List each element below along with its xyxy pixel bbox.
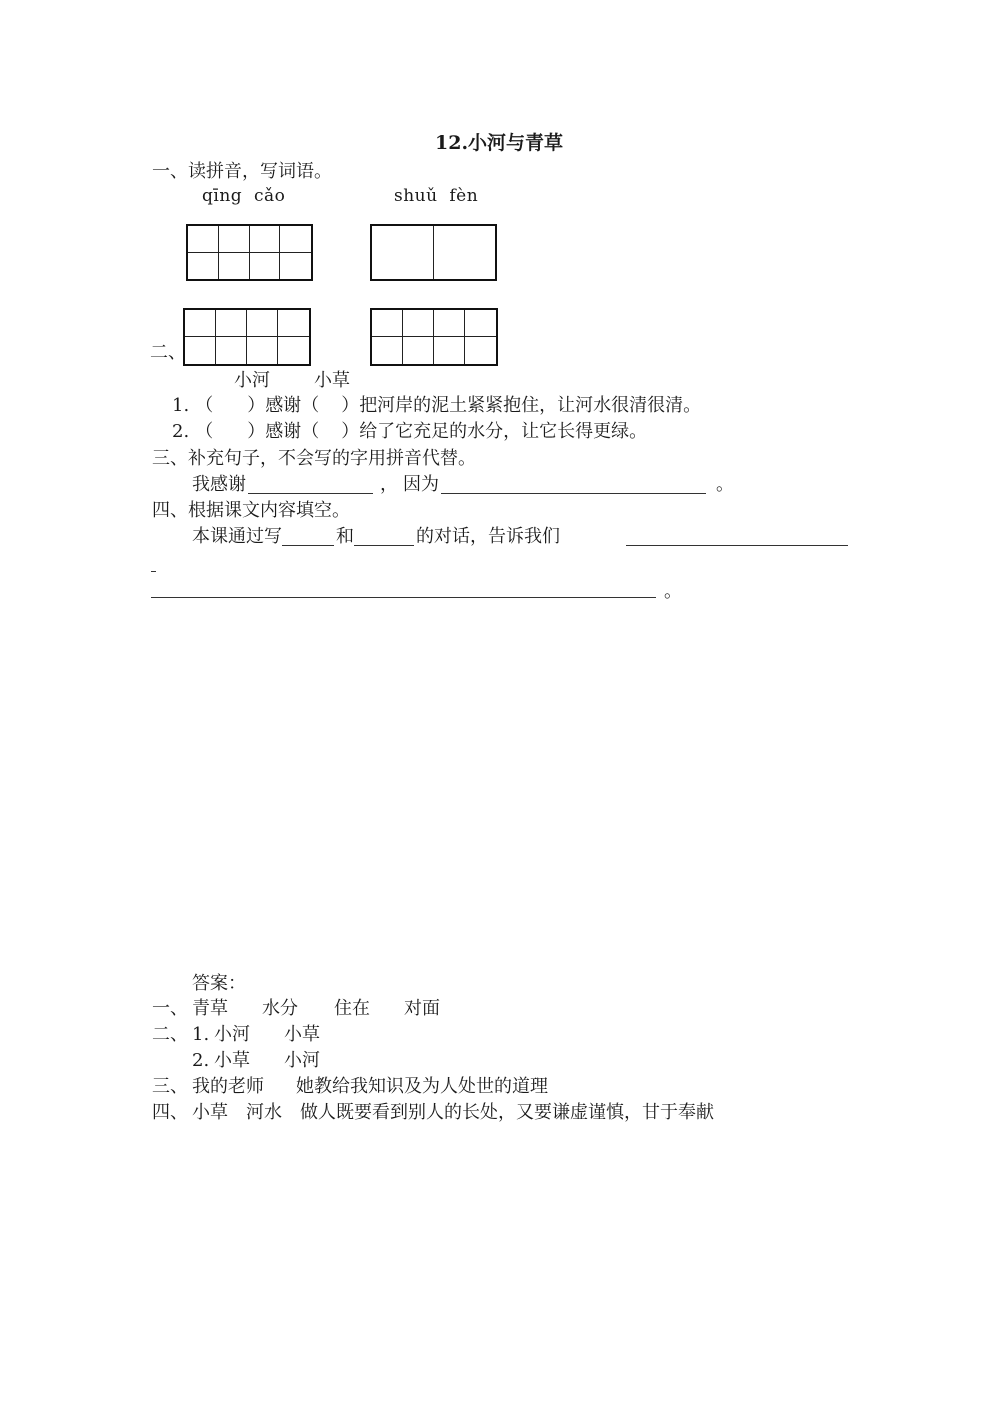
answer-2-num: 2. [192,1050,210,1071]
answer-1-word: 住在 [334,998,370,1019]
section-4-heading: 四、根据课文内容填空。 [152,500,350,521]
section-4-part1: 本课通过写 [192,526,282,547]
section-3-end: 。 [716,474,734,495]
writing-grid-2[interactable] [370,224,497,281]
section-4-blank-3[interactable] [626,544,848,546]
item-number: 1. [172,395,190,416]
grid-cell[interactable] [247,310,278,337]
grid-cell[interactable] [188,253,219,280]
section-4-part3: 的对话，告诉我们 [416,526,560,547]
open-paren: （ [195,395,214,416]
writing-grid-4[interactable] [370,308,498,366]
pinyin-shui-fen: shuǔ fèn [394,186,479,206]
close-paren: ） [341,395,360,416]
answer-2-word: 小河 [284,1050,320,1071]
option-xiaocao: 小草 [314,370,350,391]
answer-1-word: 水分 [262,998,298,1019]
answer-4-text: 做人既要看到别人的长处，又要谦虚谨慎，甘于奉献 [300,1102,714,1123]
answer-4-text: 小草 [192,1102,228,1123]
answer-4-label: 四、 [152,1102,188,1123]
item-number: 2. [172,421,190,442]
verb: 感谢 [265,421,302,442]
grid-cell[interactable] [403,337,434,364]
verb: 感谢 [265,395,302,416]
open-paren: （ [301,395,320,416]
grid-cell[interactable] [278,337,309,364]
close-paren: ） [247,421,266,442]
option-xiaohe: 小河 [234,370,270,391]
section-1-heading: 一、读拼音，写词语。 [152,161,332,182]
grid-cell[interactable] [403,310,434,337]
section-4-part2: 和 [336,526,354,547]
question-2-1 [172,397,701,415]
grid-cell[interactable] [280,226,311,253]
answer-3-text: 我的老师 [192,1076,264,1097]
close-paren: ） [341,421,360,442]
grid-cell[interactable] [372,226,434,279]
grid-cell[interactable] [250,253,281,280]
section-3-comma: ， [380,474,398,495]
open-paren: （ [195,421,214,442]
writing-grid-3[interactable] [183,308,311,366]
grid-cell[interactable] [216,337,247,364]
grid-cell[interactable] [219,253,250,280]
answer-3-text: 她教给我知识及为人处世的道理 [296,1076,548,1097]
sentence-rest: 给了它充足的水分，让它长得更绿。 [359,421,648,442]
open-paren: （ [301,421,320,442]
answers-heading: 答案： [192,973,246,994]
grid-cell[interactable] [250,226,281,253]
answer-2-word: 小草 [284,1024,320,1045]
section-3-because: 因为 [403,474,439,495]
grid-cell[interactable] [372,310,403,337]
writing-grid-1[interactable] [186,224,313,281]
grid-cell[interactable] [465,337,496,364]
grid-cell[interactable] [434,226,496,279]
section-4-blank-2[interactable] [354,544,414,546]
section-4-blank-4[interactable] [151,596,656,598]
grid-cell[interactable] [219,226,250,253]
section-4-end: 。 [664,581,682,602]
answer-2-word: 小草 [214,1050,250,1071]
section-3-blank-who[interactable] [248,492,373,494]
grid-cell[interactable] [216,310,247,337]
sentence-rest: 把河岸的泥土紧紧抱住，让河水很清很清。 [359,395,702,416]
grid-cell[interactable] [434,337,465,364]
grid-cell[interactable] [247,337,278,364]
question-2-2 [172,423,647,441]
answer-4-text: 河水 [246,1102,282,1123]
grid-cell[interactable] [465,310,496,337]
section-3-heading: 三、补充句子，不会写的字用拼音代替。 [152,448,476,469]
page-title: 12.小河与青草 [435,132,564,154]
section-2-heading: 二、 [150,342,186,363]
answer-1-word: 对面 [404,998,440,1019]
grid-cell[interactable] [188,226,219,253]
grid-cell[interactable] [372,337,403,364]
grid-cell[interactable] [185,310,216,337]
answer-2-num: 1. [192,1024,210,1045]
pinyin-qing-cao: qīng cǎo [202,186,286,206]
answer-1-word: 青草 [192,998,228,1019]
grid-cell[interactable] [434,310,465,337]
section-3-prefix: 我感谢 [192,474,246,495]
grid-cell[interactable] [278,310,309,337]
answer-2-label: 二、 [152,1024,188,1045]
answer-3-label: 三、 [152,1076,188,1097]
answer-2-word: 小河 [214,1024,250,1045]
grid-cell[interactable] [185,337,216,364]
close-paren: ） [247,395,266,416]
section-4-dash [151,570,156,572]
answer-1-label: 一、 [152,998,188,1019]
section-3-blank-reason[interactable] [441,492,706,494]
grid-cell[interactable] [280,253,311,280]
section-4-blank-1[interactable] [282,544,334,546]
